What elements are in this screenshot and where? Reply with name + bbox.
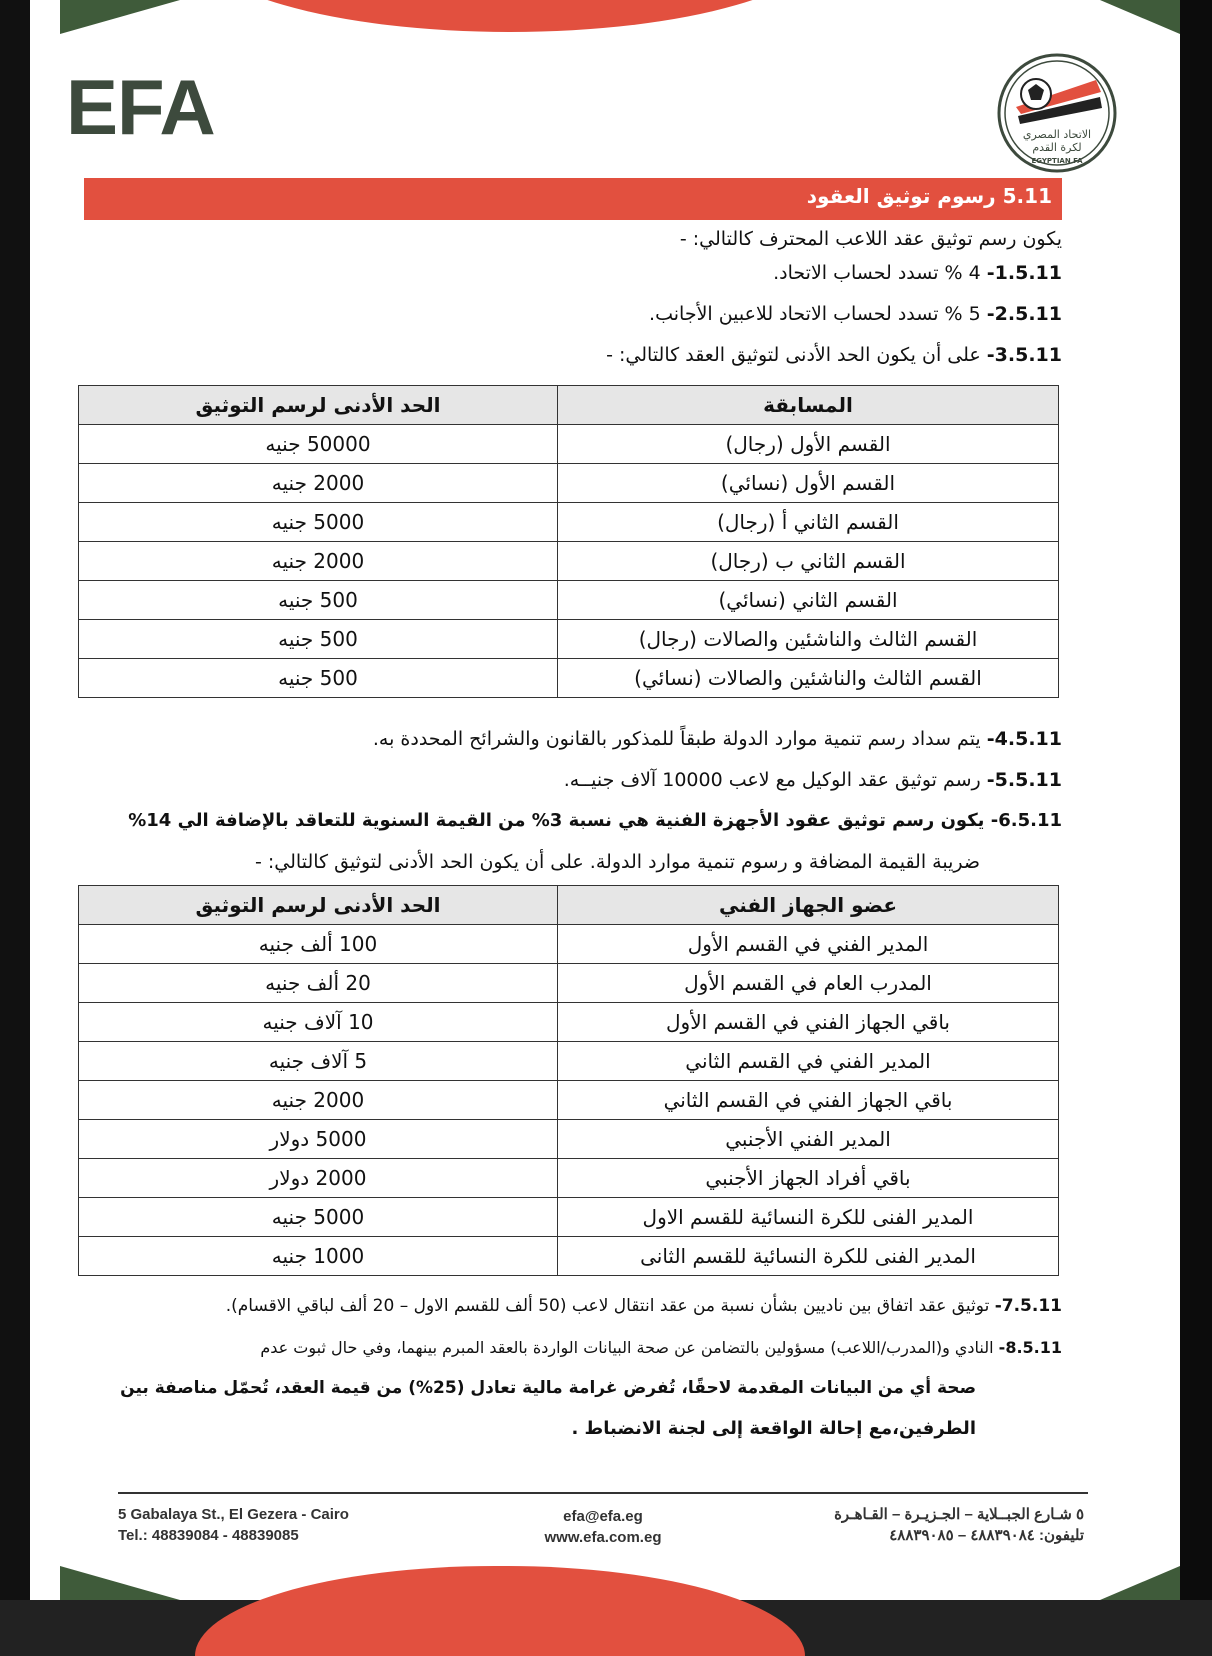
scan-right-edge bbox=[1180, 0, 1212, 1600]
clause-3 bbox=[606, 344, 1062, 366]
table-row bbox=[79, 464, 1059, 503]
column-header-min-fee: الحد الأدنى لرسم التوثيق bbox=[79, 886, 558, 925]
competition-cell: القسم الأول (نسائي) bbox=[558, 464, 1059, 503]
table-row bbox=[79, 659, 1059, 698]
section-title: 5.11 رسوم توثيق العقود bbox=[806, 184, 1052, 208]
competition-cell: القسم الثاني (نسائي) bbox=[558, 581, 1059, 620]
footer-tel-ar: تليفون: ٤٨٨٣٩٠٨٤ – ٤٨٨٣٩٠٨٥ bbox=[889, 1527, 1084, 1544]
column-header-competition: المسابقة bbox=[558, 386, 1059, 425]
efa-logo: EFA bbox=[66, 63, 215, 151]
fee-cell: 500 جنيه bbox=[79, 620, 558, 659]
table-row bbox=[79, 1081, 1059, 1120]
footer-website[interactable]: www.efa.com.eg bbox=[544, 1529, 662, 1546]
staff-member-cell: المدير الفني الأجنبي bbox=[558, 1120, 1059, 1159]
clause-3-number: 3.5.11- bbox=[986, 344, 1062, 366]
clause-8-text-line-3: الطرفين،مع إحالة الواقعة إلى لجنة الانضباط . bbox=[571, 1418, 976, 1439]
staff-member-cell: باقي الجهاز الفني في القسم الثاني bbox=[558, 1081, 1059, 1120]
table-row bbox=[79, 503, 1059, 542]
competition-fees-table bbox=[78, 385, 1059, 698]
seal-arabic-line-1: الاتحاد المصري bbox=[1022, 128, 1092, 141]
fee-cell: 2000 جنيه bbox=[79, 1081, 558, 1120]
clause-1-number: 1.5.11- bbox=[986, 262, 1062, 284]
fee-cell: 5 آلاف جنيه bbox=[79, 1042, 558, 1081]
clause-6-text-line-2: ضريبة القيمة المضافة و رسوم تنمية موارد الدولة. على أن يكون الحد الأدنى لتوثيق كالتالي: - bbox=[255, 851, 980, 873]
footer-address-en: 5 Gabalaya St., El Gezera - Cairo bbox=[118, 1506, 349, 1523]
fee-cell: 500 جنيه bbox=[79, 581, 558, 620]
staff-member-cell: المدير الفني في القسم الأول bbox=[558, 925, 1059, 964]
table-row bbox=[79, 964, 1059, 1003]
fee-cell: 2000 جنيه bbox=[79, 464, 558, 503]
table-row bbox=[79, 542, 1059, 581]
clause-2-text: 5 % تسدد لحساب الاتحاد للاعبين الأجانب. bbox=[649, 303, 981, 325]
fee-cell: 500 جنيه bbox=[79, 659, 558, 698]
table-row bbox=[79, 1003, 1059, 1042]
seal-english: EGYPTIAN FA bbox=[1031, 157, 1083, 165]
corner-decoration-bottom-left bbox=[60, 1566, 180, 1600]
clause-8-text-line-1: النادي و(المدرب/اللاعب) مسؤولين بالتضامن عن صحة البيانات الواردة بالعقد المبرم بينهما، وفي حال ثبوت عدم bbox=[260, 1338, 994, 1357]
competition-cell: القسم الثالث والناشئين والصالات (نسائي) bbox=[558, 659, 1059, 698]
column-header-min-fee: الحد الأدنى لرسم التوثيق bbox=[79, 386, 558, 425]
fee-cell: 2000 جنيه bbox=[79, 542, 558, 581]
footer-contact-en bbox=[118, 1504, 349, 1546]
table-row bbox=[79, 581, 1059, 620]
competition-cell: القسم الثاني ب (رجال) bbox=[558, 542, 1059, 581]
fee-cell: 5000 جنيه bbox=[79, 503, 558, 542]
competition-cell: القسم الأول (رجال) bbox=[558, 425, 1059, 464]
clause-4-number: 4.5.11- bbox=[986, 728, 1062, 750]
footer-divider bbox=[118, 1492, 1088, 1494]
column-header-staff-member: عضو الجهاز الفني bbox=[558, 886, 1059, 925]
scan-left-edge bbox=[0, 0, 30, 1600]
clause-5-number: 5.5.11- bbox=[986, 769, 1062, 791]
fee-cell: 5000 جنيه bbox=[79, 1198, 558, 1237]
footer-tel-en: Tel.: 48839084 - 48839085 bbox=[118, 1527, 299, 1544]
fee-cell: 5000 دولار bbox=[79, 1120, 558, 1159]
staff-member-cell: المدير الفنى للكرة النسائية للقسم الثانى bbox=[558, 1237, 1059, 1276]
corner-decoration-bottom-right bbox=[1100, 1566, 1180, 1600]
footer-contact-ar bbox=[834, 1504, 1084, 1546]
staff-member-cell: باقي الجهاز الفني في القسم الأول bbox=[558, 1003, 1059, 1042]
competition-cell: القسم الثاني أ (رجال) bbox=[558, 503, 1059, 542]
clause-7-number: 7.5.11- bbox=[994, 1296, 1062, 1316]
clause-8-text-line-2: صحة أي من البيانات المقدمة لاحقًا، تُفرض غرامة مالية تعادل (25%) من قيمة العقد، تُحمّل مناصفة بين bbox=[120, 1378, 976, 1398]
fee-cell: 20 ألف جنيه bbox=[79, 964, 558, 1003]
staff-member-cell: المدير الفني في القسم الثاني bbox=[558, 1042, 1059, 1081]
clause-5 bbox=[564, 769, 1062, 791]
clause-6-text-line-1: يكون رسم توثيق عقود الأجهزة الفنية هي نسبة 3% من القيمة السنوية للتعاقد بالإضافة الي 14% bbox=[128, 810, 985, 831]
fee-cell: 2000 دولار bbox=[79, 1159, 558, 1198]
table-row bbox=[79, 1237, 1059, 1276]
staff-member-cell: المدير الفنى للكرة النسائية للقسم الاول bbox=[558, 1198, 1059, 1237]
intro-text: يكون رسم توثيق عقد اللاعب المحترف كالتالي: - bbox=[679, 228, 1062, 250]
fee-cell: 100 ألف جنيه bbox=[79, 925, 558, 964]
table-header-row bbox=[79, 386, 1059, 425]
footer-online bbox=[528, 1506, 678, 1548]
clause-2 bbox=[649, 303, 1062, 325]
clause-3-text: على أن يكون الحد الأدنى لتوثيق العقد كالتالي: - bbox=[606, 344, 981, 366]
clause-2-number: 2.5.11- bbox=[986, 303, 1062, 325]
table-row bbox=[79, 1198, 1059, 1237]
clause-1 bbox=[773, 262, 1062, 284]
clause-4-text: يتم سداد رسم تنمية موارد الدولة طبقاً للمذكور بالقانون والشرائح المحددة به. bbox=[372, 728, 981, 750]
corner-decoration-top-left bbox=[60, 0, 180, 34]
footer-address-ar: ٥ شـارع الجبــلاية – الجـزيـرة – القـاهـرة bbox=[834, 1506, 1084, 1523]
seal-arabic-line-2: لكرة القدم bbox=[1032, 141, 1082, 154]
table-header-row bbox=[79, 886, 1059, 925]
table-row bbox=[79, 925, 1059, 964]
clause-5-text: رسم توثيق عقد الوكيل مع لاعب 10000 آلاف جنيــه. bbox=[563, 769, 981, 791]
clause-6-number: 6.5.11- bbox=[990, 810, 1062, 831]
fee-cell: 10 آلاف جنيه bbox=[79, 1003, 558, 1042]
clause-8 bbox=[260, 1338, 1062, 1357]
egyptian-fa-seal-icon bbox=[996, 52, 1118, 174]
clause-1-text: 4 % تسدد لحساب الاتحاد. bbox=[773, 262, 981, 284]
table-row bbox=[79, 1042, 1059, 1081]
clause-6 bbox=[128, 810, 1062, 831]
fee-cell: 1000 جنيه bbox=[79, 1237, 558, 1276]
section-heading-bar bbox=[84, 178, 1062, 220]
table-row bbox=[79, 620, 1059, 659]
competition-cell: القسم الثالث والناشئين والصالات (رجال) bbox=[558, 620, 1059, 659]
table-row bbox=[79, 1120, 1059, 1159]
clause-4 bbox=[373, 728, 1062, 750]
technical-staff-fees-table bbox=[78, 885, 1059, 1276]
footer-email[interactable]: efa@efa.eg bbox=[563, 1508, 643, 1525]
staff-member-cell: المدرب العام في القسم الأول bbox=[558, 964, 1059, 1003]
corner-decoration-top-right bbox=[1100, 0, 1180, 34]
staff-member-cell: باقي أفراد الجهاز الأجنبي bbox=[558, 1159, 1059, 1198]
table-row bbox=[79, 425, 1059, 464]
fee-cell: 50000 جنيه bbox=[79, 425, 558, 464]
clause-8-number: 8.5.11- bbox=[998, 1338, 1062, 1357]
table-row bbox=[79, 1159, 1059, 1198]
clause-7 bbox=[226, 1296, 1062, 1316]
clause-7-text: توثيق عقد اتفاق بين ناديين بشأن نسبة من عقد انتقال لاعب (50 ألف للقسم الاول – 20 ألف لباقي الاقسام). bbox=[225, 1296, 990, 1316]
